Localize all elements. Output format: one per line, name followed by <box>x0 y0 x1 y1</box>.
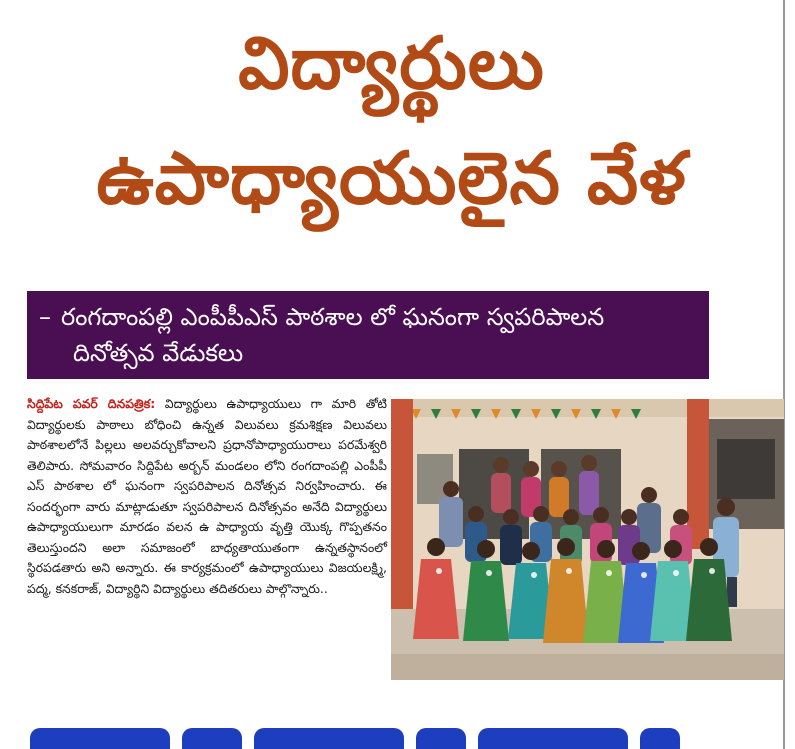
subheadline-line-2: దినోత్సవ వేడుకలు <box>73 339 244 367</box>
subheadline-dash: – <box>39 303 51 331</box>
subheadline-line-1: రంగదాంపల్లి ఎంపీపీఎస్ పాఠశాల లో ఘనంగా స్వపరిపాలన <box>61 303 605 331</box>
group-photo <box>391 399 784 680</box>
subheadline-box <box>27 291 709 379</box>
article-body <box>27 394 387 599</box>
article-text: విద్యార్థులు ఉపాధ్యాయులు గా మారి తోటి విద్యార్థులకు పాఠాలు బోధించి ఉన్నత విలువలు క్రమశిక్షణ విలువలు పాఠశాలలోనే పిల్లలు అలవర్చుకోవాలని ప్రధానోపాధ్యాయురాలు పరమేశ్వరి తెలిపారు. సోమవారం సిద్దిపేట అర్బన్ మండలం లోని రంగదాంపల్లి ఎంపీపీ ఎస్ పాఠశాల లో ఘనంగా స్వపరిపాలన దినోత్సవ నిర్వహించారు. ఈ సందర్భంగా వారు మాట్లాడుతూ స్వపరిపాలన దినోత్సవం అనేది విద్యార్థులు ఉపాధ్యాయులుగా మారడం వలన ఉ పాధ్యాయ వృత్తి యొక్క గొప్పతనం తెలుస్తుందని అలా సమాజంలో బాధ్యతాయుతంగా ఉన్నతస్థానంలో స్థిరపడతారు అని అన్నారు. ఈ కార్యక్రమంలో ఉపాధ్యాయులు విజయలక్ష్మి, పద్మ, కనకరాజ్, విద్యార్థిని విద్యార్థులు తదితరులు పాల్గొన్నారు.. <box>27 396 387 596</box>
next-headline-fragment <box>30 728 785 749</box>
headline-line-1: విద్యార్థులు <box>238 21 545 105</box>
headline-line-2: ఉపాధ్యాయులైన వేళ <box>96 136 687 220</box>
group-photo-illustration <box>391 399 784 680</box>
article-dateline: సిద్దిపేట పవర్ దినపత్రిక: <box>27 396 156 411</box>
